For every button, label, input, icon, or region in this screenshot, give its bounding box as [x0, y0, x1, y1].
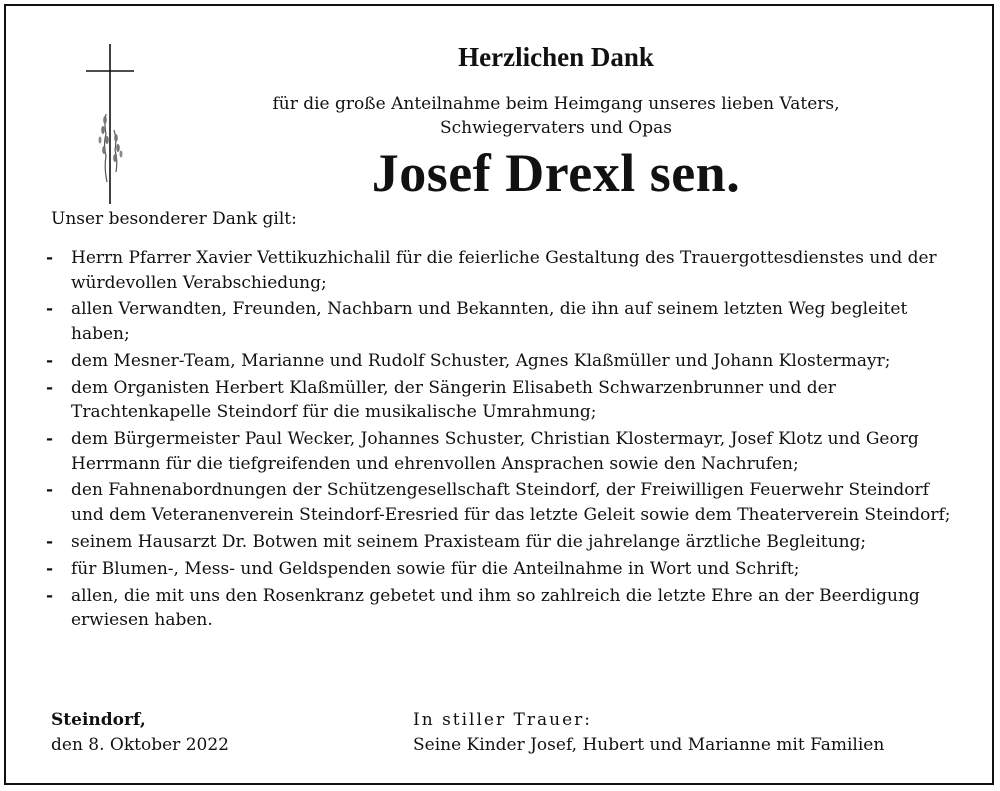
mourning-label: In stiller Trauer: — [413, 710, 592, 730]
bullet-dash: - — [46, 480, 54, 501]
list-item-text: dem Organisten Herbert Klaßmüller, der Sängerin Elisabeth Schwarzenbrunner und der Trachtenkapelle Steindorf für die musikalische Umrahmung; — [71, 377, 836, 423]
obituary-notice — [4, 4, 994, 785]
bullet-dash: - — [46, 350, 54, 371]
list-item-text: allen, die mit uns den Rosenkranz gebetet und ihm so zahlreich die letzte Ehre an der Beerdigung erwiesen haben. — [71, 585, 920, 631]
deceased-name: Josef Drexl sen. — [371, 143, 741, 203]
notice-subtitle — [206, 92, 906, 140]
bullet-dash: - — [46, 299, 54, 320]
footer-place-date — [51, 708, 229, 758]
subtitle-line-2: Schwiegervaters und Opas — [440, 118, 672, 138]
bullet-dash: - — [46, 377, 54, 398]
list-item — [46, 478, 966, 527]
list-item-text: allen Verwandten, Freunden, Nachbarn und Bekannten, die ihn auf seinem letzten Weg begleitet haben; — [71, 299, 908, 344]
list-item — [46, 297, 966, 346]
list-item — [46, 246, 966, 295]
thanks-list — [46, 246, 966, 635]
bullet-dash: - — [46, 585, 54, 606]
list-item — [46, 584, 966, 633]
list-item-text: den Fahnenabordnungen der Schützengesellschaft Steindorf, der Freiwilligen Feuerwehr Steindorf und dem Veteranenverein Steindorf-Eresried für das letzte Geleit sowie dem Theaterverein Steindorf; — [71, 480, 951, 525]
list-item-text: für Blumen-, Mess- und Geldspenden sowie für die Anteilnahme in Wort und Schrift; — [71, 558, 800, 579]
list-item — [46, 376, 966, 425]
footer-mourners — [413, 708, 884, 758]
list-item-text: dem Mesner-Team, Marianne und Rudolf Schuster, Agnes Klaßmüller und Johann Klostermayr; — [71, 350, 891, 371]
date-label: den 8. Oktober 2022 — [51, 735, 229, 755]
list-item-text: Herrn Pfarrer Xavier Vettikuzhichalil für die feierliche Gestaltung des Trauergottesdienstes und der würdevollen Verabschiedung; — [71, 248, 937, 293]
cross-with-wheat-icon — [86, 44, 142, 204]
intro-text: Unser besonderer Dank gilt: — [51, 209, 297, 229]
list-item — [46, 427, 966, 476]
list-item — [46, 557, 966, 582]
bullet-dash: - — [46, 429, 54, 450]
bullet-dash: - — [46, 531, 54, 552]
notice-title: Herzlichen Dank — [458, 42, 654, 72]
list-item — [46, 349, 966, 374]
list-item-text: dem Bürgermeister Paul Wecker, Johannes Schuster, Christian Klostermayr, Josef Klotz und Georg Herrmann für die tiefgreifenden und ehrenvollen Ansprachen sowie den Nachrufen; — [71, 429, 919, 474]
bullet-dash: - — [46, 558, 54, 579]
list-item-text: seinem Hausarzt Dr. Botwen mit seinem Praxisteam für die jahrelange ärztliche Begleitung; — [71, 531, 867, 552]
bullet-dash: - — [46, 248, 54, 268]
signatories: Seine Kinder Josef, Hubert und Marianne mit Familien — [413, 735, 885, 755]
subtitle-line-1: für die große Anteilnahme beim Heimgang unseres lieben Vaters, — [272, 94, 840, 114]
list-item — [46, 530, 966, 555]
place-label: Steindorf, — [51, 710, 146, 730]
